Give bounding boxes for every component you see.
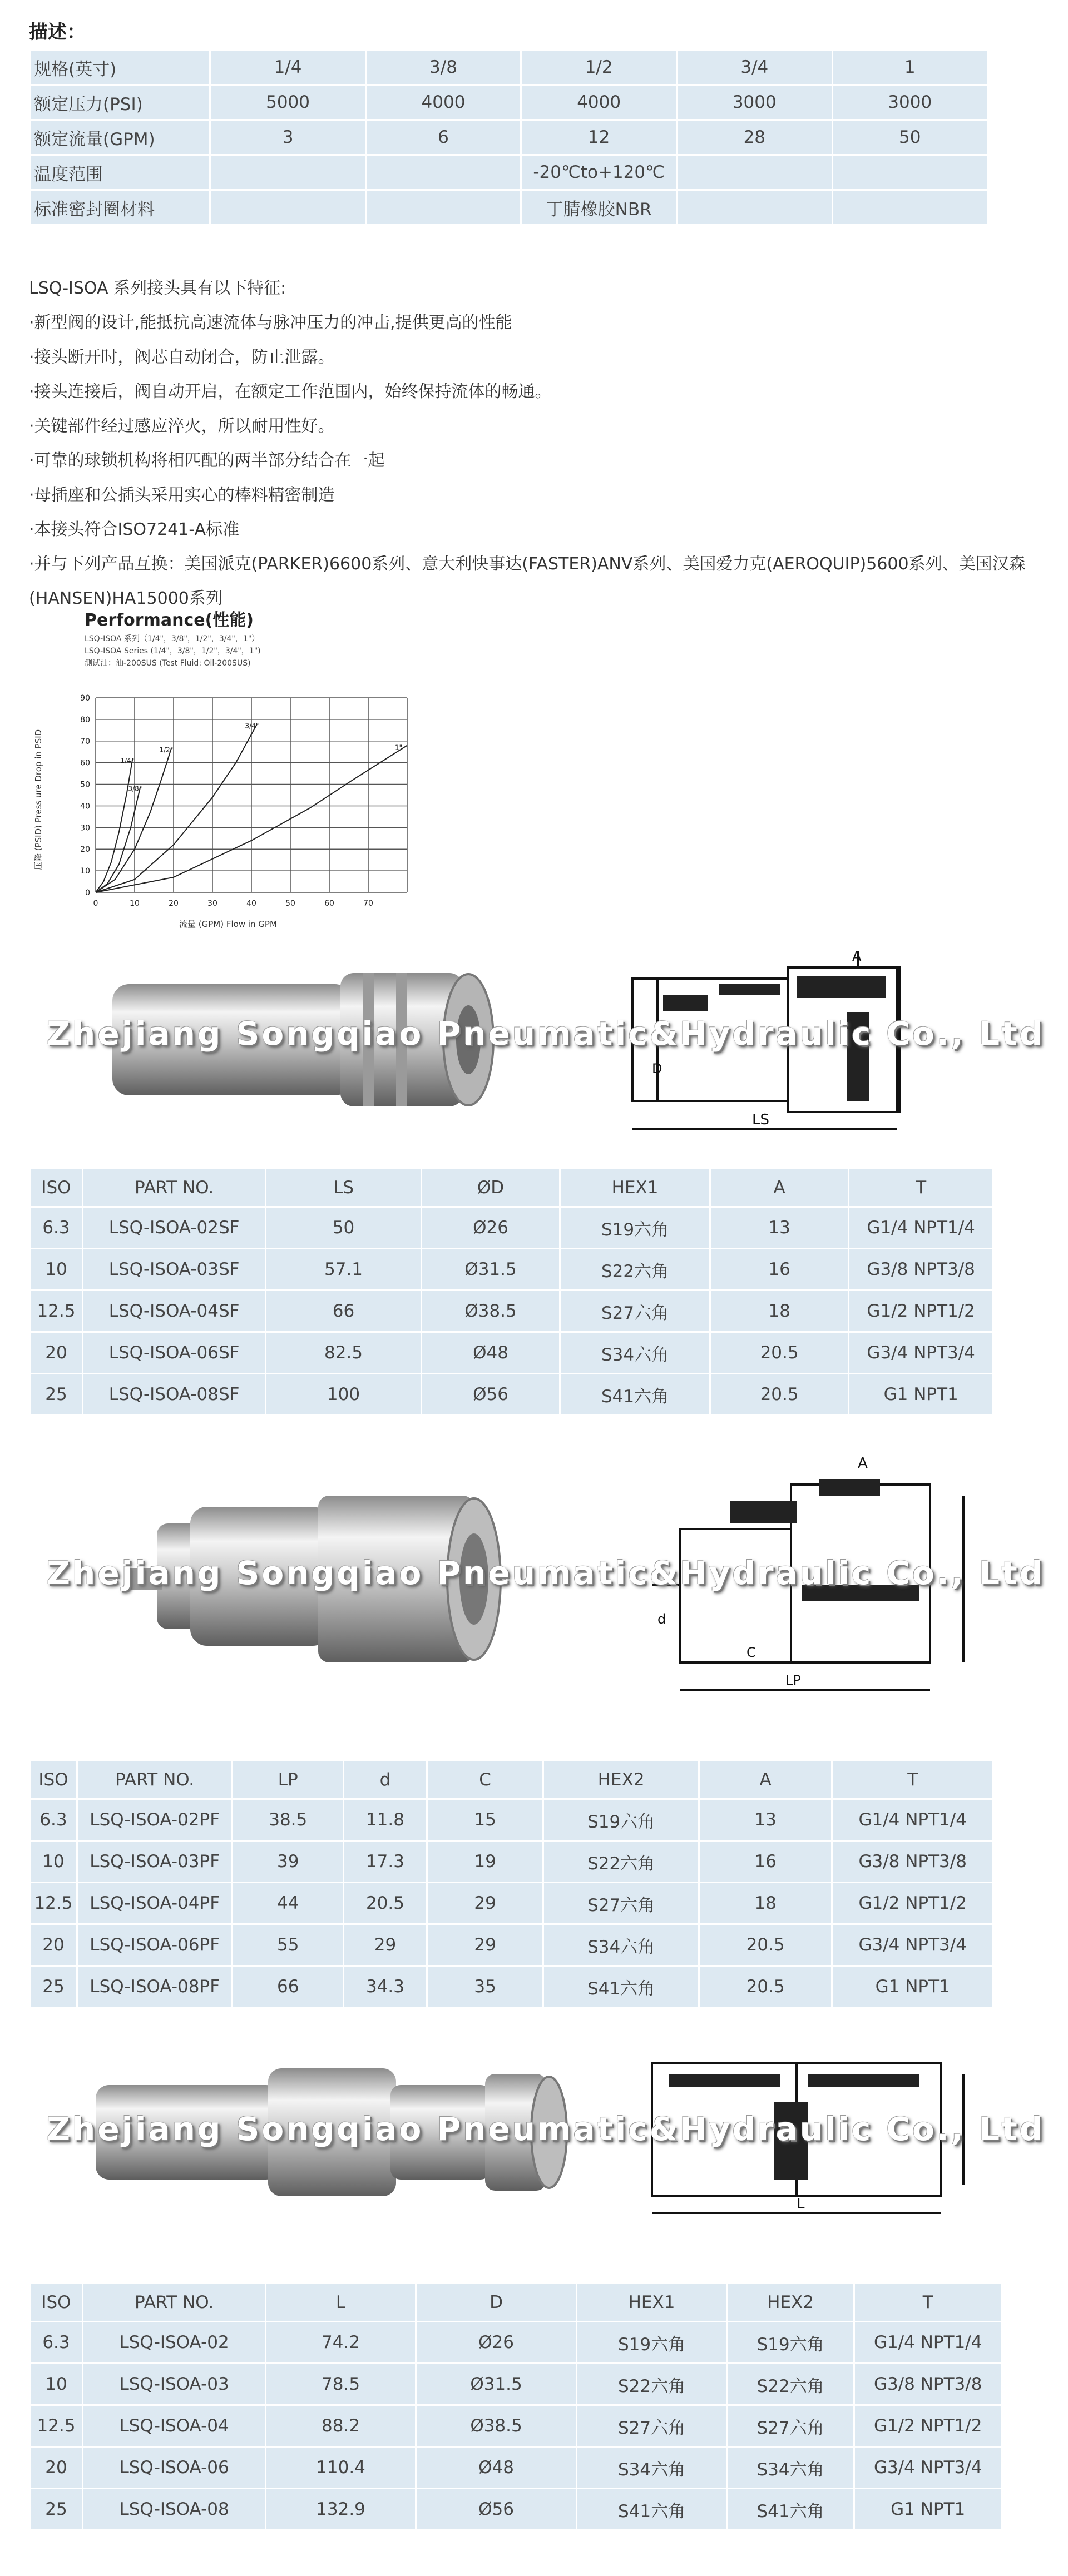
- chart-series-label: 1": [395, 743, 403, 752]
- table-cell: 19: [427, 1841, 543, 1883]
- table-cell: LSQ-ISOA-08SF: [82, 1374, 265, 1416]
- table-cell: 35: [427, 1966, 543, 2008]
- table-cell: 20.5: [710, 1332, 849, 1374]
- table-cell: G3/8 NPT3/8: [832, 1841, 993, 1883]
- table-cell: 88.2: [266, 2405, 416, 2447]
- table-cell: LSQ-ISOA-08PF: [77, 1966, 232, 2008]
- column-header: T: [849, 1169, 993, 1207]
- plug-spec-table: [29, 1760, 994, 2008]
- spec-cell: [210, 155, 365, 190]
- table-cell: LSQ-ISOA-02PF: [77, 1799, 232, 1841]
- table-cell: LSQ-ISOA-06SF: [82, 1332, 265, 1374]
- table-cell: 6.3: [30, 2322, 83, 2364]
- chart-subtitle: 测试油：油-200SUS (Test Fluid: Oil-200SUS): [85, 659, 251, 668]
- table-cell: LSQ-ISOA-03PF: [77, 1841, 232, 1883]
- chart-x-tick: 50: [285, 899, 295, 908]
- spec-cell: -20℃to+120℃: [521, 155, 677, 190]
- spec-cell: 3/8: [365, 50, 521, 85]
- chart-x-tick: 0: [93, 899, 98, 908]
- table-cell: 13: [710, 1207, 849, 1249]
- spec-cell: [677, 190, 832, 225]
- table-cell: S34六角: [543, 1924, 699, 1966]
- chart-y-tick: 50: [80, 780, 90, 790]
- drawing-label-c: C: [746, 1645, 756, 1660]
- spec-row: [30, 120, 988, 155]
- table-cell: LSQ-ISOA-04PF: [77, 1883, 232, 1924]
- table-cell: Ø38.5: [421, 1291, 560, 1332]
- spec-cell: 3000: [677, 85, 832, 120]
- chart-series-label: 1/2": [159, 746, 174, 754]
- spec-cell: [832, 190, 988, 225]
- chart-x-tick: 60: [324, 899, 334, 908]
- column-header: ISO: [30, 2284, 83, 2322]
- chart-y-tick: 70: [80, 737, 90, 746]
- table-row: [30, 1207, 993, 1249]
- table-cell: 12.5: [30, 1883, 77, 1924]
- spec-cell: 1: [832, 50, 988, 85]
- chart-series-line: [96, 786, 141, 892]
- table-row: [30, 1249, 993, 1291]
- spec-label: 规格(英寸): [30, 50, 210, 85]
- table-row: [30, 2364, 1002, 2405]
- spec-label: 温度范围: [30, 155, 210, 190]
- spec-cell: [832, 155, 988, 190]
- column-header: HEX1: [560, 1169, 710, 1207]
- spec-cell: [365, 190, 521, 225]
- table-cell: 100: [266, 1374, 421, 1416]
- table-cell: Ø56: [421, 1374, 560, 1416]
- drawing-label-d: D: [652, 1061, 662, 1076]
- table-row: [30, 1374, 993, 1416]
- spec-label: 额定压力(PSI): [30, 85, 210, 120]
- column-header: T: [832, 1761, 993, 1799]
- column-header: d: [344, 1761, 427, 1799]
- column-header: HEX2: [726, 2284, 854, 2322]
- table-cell: S27六角: [560, 1291, 710, 1332]
- feature-item: ·母插座和公插头采用实心的棒料精密制造: [29, 485, 335, 505]
- spec-cell: 4000: [365, 85, 521, 120]
- spec-cell: 1/4: [210, 50, 365, 85]
- table-cell: Ø48: [421, 1332, 560, 1374]
- table-row: [30, 1924, 993, 1966]
- table-cell: 25: [30, 1374, 83, 1416]
- table-cell: 66: [233, 1966, 344, 2008]
- table-cell: 6.3: [30, 1207, 83, 1249]
- table-cell: Ø26: [421, 1207, 560, 1249]
- feature-item: ·本接头符合ISO7241-A标准: [29, 520, 240, 539]
- column-header: HEX1: [577, 2284, 727, 2322]
- table-cell: S22六角: [577, 2364, 727, 2405]
- spec-label: 标准密封圈材料: [30, 190, 210, 225]
- table-cell: 12.5: [30, 2405, 83, 2447]
- table-cell: G1/4 NPT1/4: [849, 1207, 993, 1249]
- column-header: LP: [233, 1761, 344, 1799]
- spec-cell: 4000: [521, 85, 677, 120]
- table-cell: 50: [266, 1207, 421, 1249]
- spec-title: 描述：: [29, 21, 86, 43]
- chart-series-line: [96, 724, 258, 892]
- table-cell: S34六角: [726, 2447, 854, 2489]
- product-coupling-figure: [29, 2024, 1045, 2246]
- table-cell: LSQ-ISOA-04SF: [82, 1291, 265, 1332]
- table-cell: G1 NPT1: [854, 2489, 1002, 2530]
- product-plug-figure: [29, 1446, 1045, 1735]
- table-cell: 39: [233, 1841, 344, 1883]
- table-cell: 20.5: [699, 1924, 832, 1966]
- table-cell: LSQ-ISOA-06PF: [77, 1924, 232, 1966]
- table-cell: 18: [710, 1291, 849, 1332]
- spec-cell: 丁腈橡胶NBR: [521, 190, 677, 225]
- table-cell: G3/8 NPT3/8: [854, 2364, 1002, 2405]
- spec-cell: 3/4: [677, 50, 832, 85]
- table-cell: 74.2: [266, 2322, 416, 2364]
- spec-row: [30, 85, 988, 120]
- table-cell: 29: [344, 1924, 427, 1966]
- table-cell: 10: [30, 1841, 77, 1883]
- table-cell: S27六角: [577, 2405, 727, 2447]
- table-cell: 25: [30, 1966, 77, 2008]
- table-cell: G1/2 NPT1/2: [849, 1291, 993, 1332]
- column-header: LS: [266, 1169, 421, 1207]
- table-row: [30, 1883, 993, 1924]
- chart-subtitle: LSQ-ISOA 系列（1/4"，3/8"，1/2"，3/4"，1"）: [85, 634, 260, 643]
- spec-cell: 12: [521, 120, 677, 155]
- table-cell: S19六角: [560, 1207, 710, 1249]
- spec-cell: 5000: [210, 85, 365, 120]
- table-cell: 132.9: [266, 2489, 416, 2530]
- spec-cell: 3000: [832, 85, 988, 120]
- table-cell: 11.8: [344, 1799, 427, 1841]
- spec-cell: 6: [365, 120, 521, 155]
- spec-label: 额定流量(GPM): [30, 120, 210, 155]
- table-row: [30, 2447, 1002, 2489]
- chart-subtitle: LSQ-ISOA Series (1/4"，3/8"，1/2"，3/4"，1"): [85, 647, 261, 656]
- drawing-label-a: A: [852, 949, 862, 964]
- table-cell: G1/4 NPT1/4: [854, 2322, 1002, 2364]
- table-cell: G3/8 NPT3/8: [849, 1249, 993, 1291]
- feature-item: ·新型阀的设计,能抵抗高速流体与脉冲压力的冲击,提供更高的性能: [29, 313, 512, 332]
- chart-y-tick: 90: [80, 694, 90, 703]
- table-cell: LSQ-ISOA-04: [82, 2405, 265, 2447]
- table-cell: S22六角: [560, 1249, 710, 1291]
- spec-cell: [210, 190, 365, 225]
- table-cell: G3/4 NPT3/4: [854, 2447, 1002, 2489]
- table-cell: S22六角: [726, 2364, 854, 2405]
- chart-series-label: 1/4": [120, 756, 135, 765]
- table-cell: LSQ-ISOA-02SF: [82, 1207, 265, 1249]
- table-cell: 57.1: [266, 1249, 421, 1291]
- table-cell: G1 NPT1: [832, 1966, 993, 2008]
- spec-cell: 1/2: [521, 50, 677, 85]
- column-header: L: [266, 2284, 416, 2322]
- table-cell: 10: [30, 2364, 83, 2405]
- column-header: T: [854, 2284, 1002, 2322]
- table-cell: S19六角: [543, 1799, 699, 1841]
- table-cell: G3/4 NPT3/4: [849, 1332, 993, 1374]
- chart-y-tick: 0: [85, 889, 90, 897]
- table-cell: 20: [30, 2447, 83, 2489]
- table-cell: Ø31.5: [421, 1249, 560, 1291]
- table-cell: Ø26: [416, 2322, 576, 2364]
- table-cell: 44: [233, 1883, 344, 1924]
- table-row: [30, 1332, 993, 1374]
- spec-cell: 50: [832, 120, 988, 155]
- column-header: ØD: [421, 1169, 560, 1207]
- column-header: ISO: [30, 1169, 83, 1207]
- spec-row: [30, 190, 988, 225]
- table-row: [30, 2489, 1002, 2530]
- chart-series-label: 3/8": [128, 785, 142, 793]
- chart-x-tick: 70: [363, 899, 373, 908]
- chart-x-tick: 40: [246, 899, 256, 908]
- spec-cell: [677, 155, 832, 190]
- table-cell: 20.5: [710, 1374, 849, 1416]
- chart-y-tick: 80: [80, 715, 90, 724]
- table-cell: S34六角: [577, 2447, 727, 2489]
- table-header-row: [30, 1169, 993, 1207]
- table-row: [30, 1799, 993, 1841]
- column-header: PART NO.: [82, 1169, 265, 1207]
- column-header: D: [416, 2284, 576, 2322]
- table-cell: Ø56: [416, 2489, 576, 2530]
- table-cell: G1 NPT1: [849, 1374, 993, 1416]
- table-cell: 12.5: [30, 1291, 83, 1332]
- performance-chart: [29, 609, 452, 931]
- spec-cell: 3: [210, 120, 365, 155]
- chart-y-tick: 20: [80, 845, 90, 855]
- table-cell: LSQ-ISOA-02: [82, 2322, 265, 2364]
- chart-xlabel: 流量 (GPM) Flow in GPM: [179, 919, 277, 929]
- column-header: PART NO.: [77, 1761, 232, 1799]
- feature-item: ·可靠的球锁机构将相匹配的两半部分结合在一起: [29, 451, 385, 470]
- table-cell: 20.5: [699, 1966, 832, 2008]
- chart-y-tick: 40: [80, 802, 90, 811]
- table-cell: Ø31.5: [416, 2364, 576, 2405]
- table-cell: Ø48: [416, 2447, 576, 2489]
- table-cell: S27六角: [543, 1883, 699, 1924]
- table-cell: LSQ-ISOA-06: [82, 2447, 265, 2489]
- table-row: [30, 2322, 1002, 2364]
- drawing-label-d: d: [657, 1611, 666, 1627]
- spec-table: [29, 49, 988, 226]
- table-cell: 20.5: [344, 1883, 427, 1924]
- socket-spec-table: [29, 1168, 994, 1416]
- table-row: [30, 1841, 993, 1883]
- chart-title: Performance(性能): [85, 611, 254, 630]
- table-cell: LSQ-ISOA-03SF: [82, 1249, 265, 1291]
- feature-item: ·关键部件经过感应淬火，所以耐用性好。: [29, 416, 335, 436]
- table-cell: 16: [710, 1249, 849, 1291]
- column-header: PART NO.: [82, 2284, 265, 2322]
- table-cell: S27六角: [726, 2405, 854, 2447]
- column-header: A: [710, 1169, 849, 1207]
- spec-row: [30, 50, 988, 85]
- column-header: A: [699, 1761, 832, 1799]
- chart-x-tick: 10: [130, 899, 140, 908]
- watermark: Zhejiang Songqiao Pneumatic&Hydraulic Co., Ltd: [47, 1554, 1045, 1592]
- table-cell: 78.5: [266, 2364, 416, 2405]
- product-socket-figure: [29, 945, 1045, 1157]
- table-cell: S41六角: [577, 2489, 727, 2530]
- chart-y-tick: 60: [80, 758, 90, 768]
- table-row: [30, 1966, 993, 2008]
- spec-cell: 28: [677, 120, 832, 155]
- table-cell: 34.3: [344, 1966, 427, 2008]
- table-row: [30, 1291, 993, 1332]
- table-cell: 25: [30, 2489, 83, 2530]
- table-cell: 110.4: [266, 2447, 416, 2489]
- drawing-label-lp: LP: [785, 1672, 801, 1688]
- drawing-label-ls: LS: [752, 1111, 769, 1128]
- column-header: HEX2: [543, 1761, 699, 1799]
- chart-x-tick: 30: [207, 899, 217, 908]
- table-cell: LSQ-ISOA-08: [82, 2489, 265, 2530]
- table-cell: 15: [427, 1799, 543, 1841]
- table-row: [30, 2405, 1002, 2447]
- table-cell: 29: [427, 1924, 543, 1966]
- table-cell: 20: [30, 1924, 77, 1966]
- feature-item: ·并与下列产品互换：美国派克(PARKER)6600系列、意大利快事达(FASTER)ANV系列、美国爱力克(AEROQUIP)5600系列、美国汉森(HANSEN)HA15000系列: [29, 554, 1026, 608]
- table-header-row: [30, 1761, 993, 1799]
- table-cell: G1/2 NPT1/2: [854, 2405, 1002, 2447]
- feature-item: ·接头连接后，阀自动开启，在额定工作范围内，始终保持流体的畅通。: [29, 382, 552, 401]
- chart-y-tick: 10: [80, 867, 90, 876]
- chart-x-tick: 20: [169, 899, 179, 908]
- chart-ylabel: 压降 (PSID) Press ure Drop in PSID: [33, 729, 43, 870]
- drawing-label-l: L: [797, 2196, 805, 2212]
- table-cell: 18: [699, 1883, 832, 1924]
- table-cell: LSQ-ISOA-03: [82, 2364, 265, 2405]
- column-header: ISO: [30, 1761, 77, 1799]
- table-cell: 66: [266, 1291, 421, 1332]
- coupling-spec-table: [29, 2282, 1002, 2531]
- table-header-row: [30, 2284, 1002, 2322]
- table-cell: S41六角: [560, 1374, 710, 1416]
- feature-item: ·接头断开时，阀芯自动闭合，防止泄露。: [29, 348, 335, 367]
- table-cell: 29: [427, 1883, 543, 1924]
- table-cell: G1/2 NPT1/2: [832, 1883, 993, 1924]
- table-cell: S41六角: [543, 1966, 699, 2008]
- column-header: C: [427, 1761, 543, 1799]
- table-cell: S19六角: [726, 2322, 854, 2364]
- table-cell: 55: [233, 1924, 344, 1966]
- table-cell: 17.3: [344, 1841, 427, 1883]
- table-cell: 10: [30, 1249, 83, 1291]
- table-cell: S22六角: [543, 1841, 699, 1883]
- table-cell: 13: [699, 1799, 832, 1841]
- table-cell: 20: [30, 1332, 83, 1374]
- chart-series-label: 3/4": [245, 722, 259, 730]
- table-cell: 38.5: [233, 1799, 344, 1841]
- table-cell: 82.5: [266, 1332, 421, 1374]
- watermark: Zhejiang Songqiao Pneumatic&Hydraulic Co., Ltd: [47, 1015, 1045, 1053]
- table-cell: G1/4 NPT1/4: [832, 1799, 993, 1841]
- table-cell: S41六角: [726, 2489, 854, 2530]
- table-cell: G3/4 NPT3/4: [832, 1924, 993, 1966]
- table-cell: S19六角: [577, 2322, 727, 2364]
- spec-row: [30, 155, 988, 190]
- chart-y-tick: 30: [80, 823, 90, 833]
- feature-list: [29, 271, 1052, 616]
- table-cell: 6.3: [30, 1799, 77, 1841]
- table-cell: Ø38.5: [416, 2405, 576, 2447]
- table-cell: S34六角: [560, 1332, 710, 1374]
- table-cell: 16: [699, 1841, 832, 1883]
- watermark: Zhejiang Songqiao Pneumatic&Hydraulic Co., Ltd: [47, 2110, 1045, 2148]
- feature-item: LSQ-ISOA 系列接头具有以下特征:: [29, 279, 286, 298]
- drawing-label-a: A: [858, 1455, 868, 1472]
- spec-cell: [365, 155, 521, 190]
